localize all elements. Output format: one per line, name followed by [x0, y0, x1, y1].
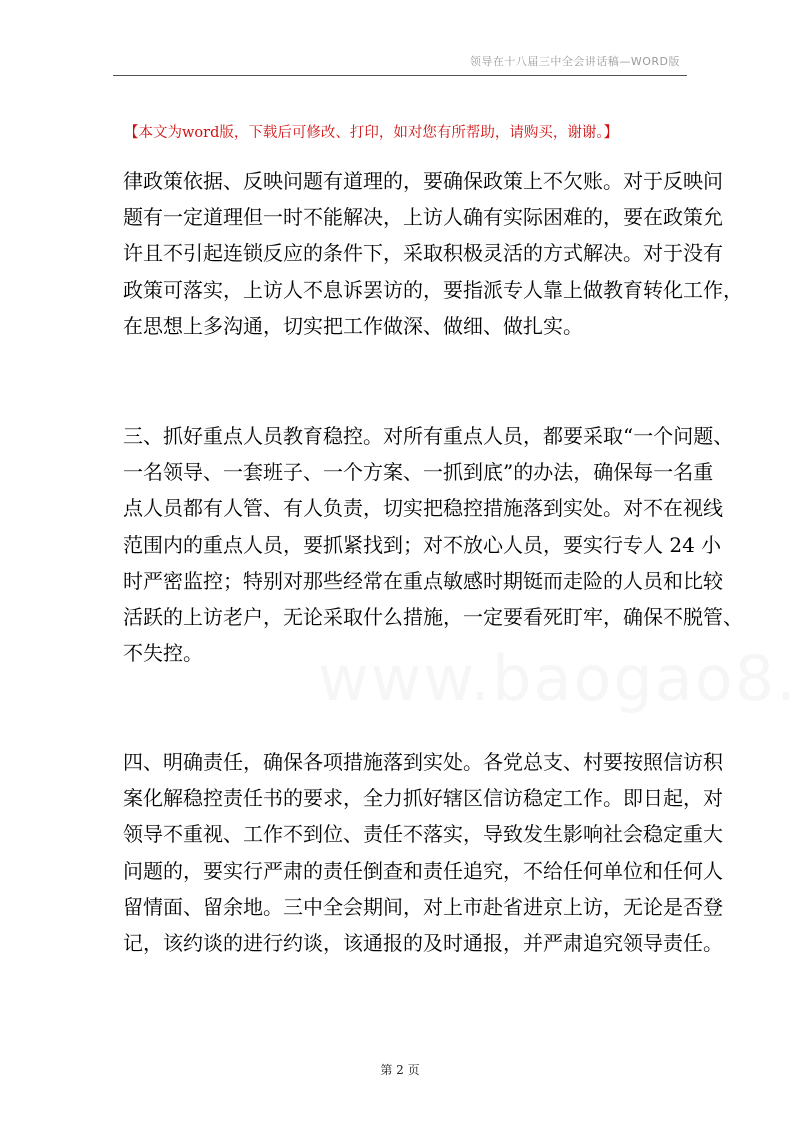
text-line: 在思想上多沟通，切实把工作做深、做细、做扎实。: [123, 313, 583, 338]
text-line: 律政策依据、反映问题有道理的，要确保政策上不欠账。对于反映问: [123, 169, 723, 193]
text-line: 时严密监控；特别对那些经常在重点敏感时期铤而走险的人员和比较: [123, 568, 723, 593]
text-line: 记，该约谈的进行约谈，该通报的及时通报，并严肃追究领导责任。: [123, 931, 723, 956]
text-line: 问题的，要实行严肃的责任倒查和责任追究，不给任何单位和任何人: [123, 858, 723, 883]
body-paragraph-3: [123, 744, 723, 961]
text-line: 留情面、留余地。三中全会期间，对上市赴省进京上访，无论是否登: [123, 894, 723, 919]
running-header-title: 领导在十八届三中全会讲话稿—WORD版: [469, 55, 680, 68]
text-line: 一名领导、一套班子、一个方案、一抓到底”的办法，确保每一名重: [123, 460, 714, 485]
text-line: 领导不重视、工作不到位、责任不落实，导致发生影响社会稳定重大: [123, 822, 723, 847]
text-line: 许且不引起连锁反应的条件下，采取积极灵活的方式解决。对于没有: [123, 241, 723, 266]
body-paragraph-2: [123, 418, 743, 671]
purchase-notice: 【本文为word版，下载后可修改、打印，如对您有所帮助，请购买，谢谢。】: [124, 125, 619, 141]
text-line: 活跃的上访老户，无论采取什么措施，一定要看死盯牢，确保不脱管、: [123, 605, 743, 630]
text-line: 范围内的重点人员，要抓紧找到；对不放心人员，要实行专人 24 小: [123, 532, 722, 557]
page-number: 第 2 页: [380, 1063, 420, 1077]
text-line: 政策可落实，上访人不息诉罢访的，要指派专人靠上做教育转化工作，: [123, 277, 743, 302]
text-line: 不失控。: [123, 641, 203, 666]
text-line: 三、抓好重点人员教育稳控。对所有重点人员，都要采取“一个问题、: [123, 424, 734, 448]
header-divider: [113, 75, 687, 76]
text-line: 四、明确责任，确保各项措施落到实处。各党总支、村要按照信访积: [123, 750, 723, 774]
body-paragraph-1: [123, 163, 743, 344]
text-line: 题有一定道理但一时不能解决，上访人确有实际困难的，要在政策允: [123, 205, 723, 230]
text-line: 点人员都有人管、有人负责，切实把稳控措施落到实处。对不在视线: [123, 496, 723, 521]
watermark: [318, 642, 800, 715]
text-line: 案化解稳控责任书的要求，全力抓好辖区信访稳定工作。即日起，对: [123, 786, 723, 811]
